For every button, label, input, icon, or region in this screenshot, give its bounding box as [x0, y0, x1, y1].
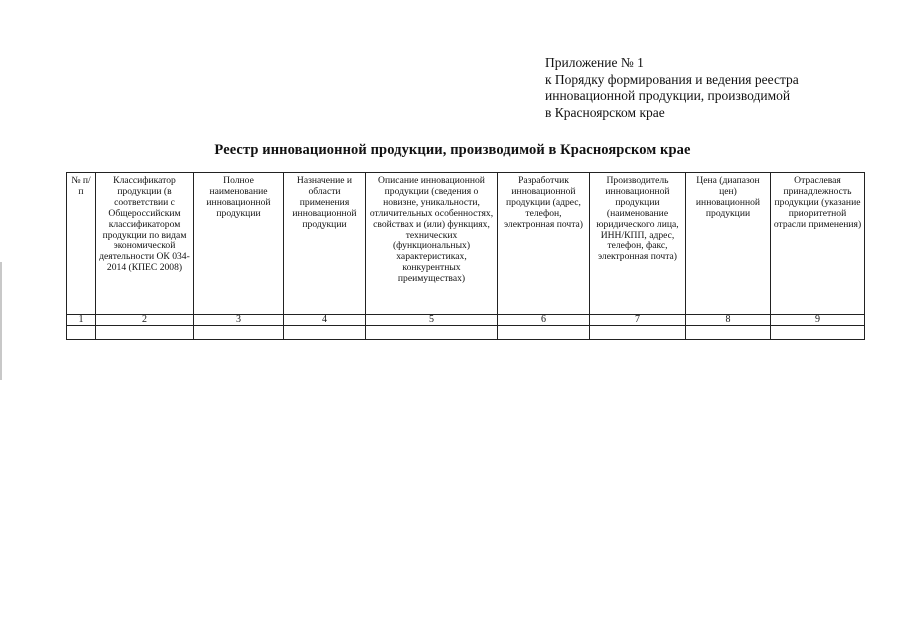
document-title: Реестр инновационной продукции, производимой в Красноярском крае [214, 142, 691, 158]
header-cell-price: Цена (диапазон цен) инновационной продукции [686, 173, 771, 315]
empty-cell [366, 326, 498, 340]
empty-data-row [67, 326, 865, 340]
column-number-cell: 1 [67, 315, 96, 326]
header-cell-classifier: Классификатор продукции (в соответствии с Общероссийским классификатором продукции по видам экономической деятельности ОК 034-2014 (КПЕС 2008) [96, 173, 194, 315]
empty-cell [194, 326, 284, 340]
header-cell-industry: Отраслевая принадлежность продукции (указание приоритетной отрасли применения) [771, 173, 865, 315]
column-number-cell: 7 [590, 315, 686, 326]
column-number-cell: 3 [194, 315, 284, 326]
empty-cell [284, 326, 366, 340]
empty-cell [771, 326, 865, 340]
registry-table [66, 172, 865, 340]
appendix-line-2: к Порядку формирования и ведения реестра [545, 71, 799, 87]
empty-cell [96, 326, 194, 340]
header-cell-number: № п/п [67, 173, 96, 315]
column-number-cell: 6 [498, 315, 590, 326]
header-cell-manufacturer: Производитель инновационной продукции (наименование юридического лица, ИНН/КПП, адрес, телефон, факс, электронная почта) [590, 173, 686, 315]
table-header-row [67, 173, 865, 315]
column-number-cell: 5 [366, 315, 498, 326]
column-number-cell: 9 [771, 315, 865, 326]
appendix-line-4: в Красноярском крае [545, 104, 665, 120]
empty-cell [590, 326, 686, 340]
column-number-row [67, 315, 865, 326]
empty-cell [686, 326, 771, 340]
column-number-cell: 2 [96, 315, 194, 326]
empty-cell [67, 326, 96, 340]
header-cell-purpose: Назначение и области применения инновационной продукции [284, 173, 366, 315]
scan-edge-mark [0, 262, 2, 380]
appendix-line-3: инновационной продукции, производимой [545, 88, 791, 103]
header-cell-description: Описание инновационной продукции (сведения о новизне, уникальности, отличительных особенностях, свойствах и (или) функциях, технических (функциональных) характеристиках, конкурентных преимуществах) [366, 173, 498, 315]
header-cell-developer: Разработчик инновационной продукции (адрес, телефон, электронная почта) [498, 173, 590, 315]
column-number-cell: 4 [284, 315, 366, 326]
appendix-line-1: Приложение № 1 [545, 55, 644, 70]
column-number-cell: 8 [686, 315, 771, 326]
header-cell-full-name: Полное наименование инновационной продукции [194, 173, 284, 315]
appendix-note [545, 55, 865, 121]
empty-cell [498, 326, 590, 340]
